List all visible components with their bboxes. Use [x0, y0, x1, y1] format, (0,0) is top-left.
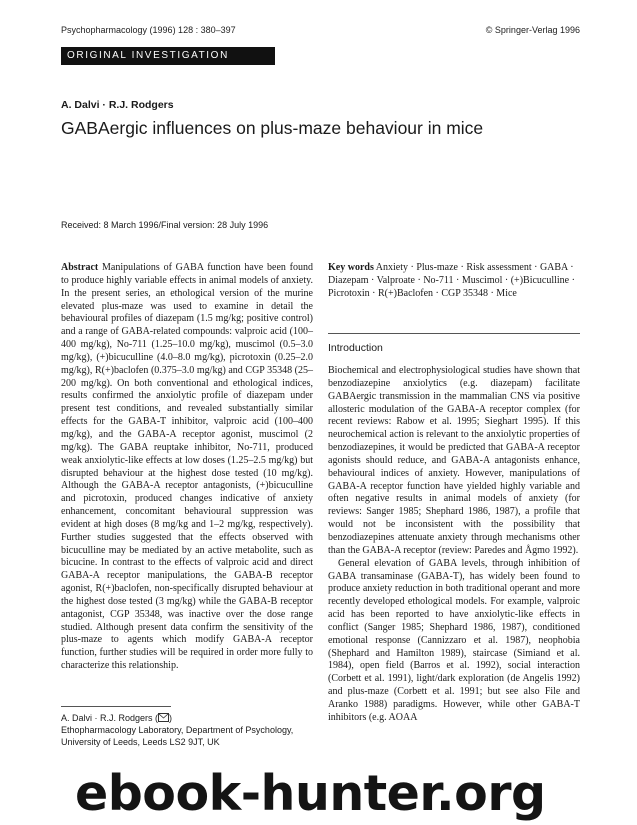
- copyright-notice: © Springer-Verlag 1996: [485, 25, 580, 35]
- intro-paragraph-2: General elevation of GABA levels, through inhibition of GABA transaminase (GABA-T), has widely been found to produce anxiety reduction in both traditional operant and more recently developed ethological models. For example, valproic acid has been reported to have anxiolytic-like effects in conflict (Sanger 1985; Shephard 1986, 1987), conditioned emotional response (Cannizzaro et al. 1987), neophobia (Shephard and Hamilton 1989), staircase (Simiand et al. 1984), open field (Barros et al. 1992), social interaction (Corbett et al. 1991), light/dark exploration (de Angelis 1992) and plus-maze (Corbett et al. 1991; but see also File and Aranko 1988) paradigms. However, while other GABA-T inhibitors (e.g. AOAA: [328, 557, 580, 723]
- section-label-bar: ORIGINAL INVESTIGATION: [61, 47, 275, 65]
- affiliation-line-1: Ethopharmacology Laboratory, Department of Psychology,: [61, 725, 294, 735]
- intro-paragraph-1: Biochemical and electrophysiological studies have shown that benzodiazepine anxiolytics (e.g. diazepam) facilitate GABAergic transmission in the mammalian CNS via positive allosteric modulation of the GABA-A receptor complex (for recent reviews: Rabow et al. 1995; Sieghart 1995). If this neurochemical action is relevant to the anxiolytic properties of benzodiazepines, it would be predicted that GABA-A receptor agonists should reduce, and GABA-A antagonists enhance, behavioural indices of anxiety. However, manipulations of GABA-A receptor function have yielded highly variable and often negative results in animal models of anxiety (for reviews: Sanger 1985; Shephard 1986, 1987), a profile that would not be inconsistent with the possibility that benzodiazepines attenuate anxiety through mechanisms other than the GABA-A receptor (review: Paredes and Ågmo 1992).: [328, 365, 580, 556]
- keywords-text: Anxiety · Plus-maze · Risk assessment · GABA · Diazepam · Valproate · No-711 · Muscimol · (+)Bicuculline · Picrotoxin · R(+)Baclofen · CGP 35348 · Mice: [328, 262, 575, 299]
- journal-citation: Psychopharmacology (1996) 128 : 380–397: [61, 25, 236, 35]
- introduction-heading: Introduction: [328, 342, 383, 354]
- introduction-body: [328, 365, 580, 725]
- watermark: ebook-hunter.org: [75, 765, 546, 822]
- author-affiliation: A. Dalvi · R.J. Rodgers ( ) Ethopharmacology Laboratory, Department of Psychology, University of Leeds, Leeds LS2 9JT, UK: [61, 713, 294, 747]
- keywords-divider: [328, 333, 580, 334]
- envelope-icon: [158, 713, 169, 722]
- correspondence-authors: A. Dalvi · R.J. Rodgers: [61, 713, 153, 723]
- received-dates: Received: 8 March 1996/Final version: 28 July 1996: [61, 220, 269, 230]
- author-list: A. Dalvi · R.J. Rodgers: [61, 99, 174, 111]
- abstract-section: [61, 262, 313, 673]
- keywords-section: [328, 262, 580, 301]
- footnote-divider: [61, 706, 171, 707]
- abstract-label: Abstract: [61, 262, 99, 273]
- affiliation-line-2: University of Leeds, Leeds LS2 9JT, UK: [61, 737, 220, 747]
- keywords-label: Key words: [328, 262, 374, 273]
- article-title: GABAergic influences on plus-maze behaviour in mice: [61, 118, 484, 138]
- abstract-text: Manipulations of GABA function have been found to produce highly variable effects in animal models of anxiety. In the present series, an ethological version of the murine elevated plus-maze was used to examine in detail the behavioural profiles of diazepam (1.5 mg/kg; positive control) and a range of GABA-related compounds: valproic acid (100–400 mg/kg), No-711 (1.25–10.0 mg/kg), muscimol (0.5–3.0 mg/kg), (+)bicuculline (4.0–8.0 mg/kg), picrotoxin (0.25–2.0 mg/kg), R(+)baclofen (0.375–3.0 mg/kg) and CGP 35348 (25–200 mg/kg). On both conventional and ethological indices, results confirmed the anxiolytic profile of diazepam under present test conditions, and revealed substantially similar effects for the GABA-T inhibitor, valproic acid (100–400 mg/kg), and the GABA-A receptor agonist, muscimol (2 mg/kg). The GABA reuptake inhibitor, No-711, produced weak anxiolytic-like effects at low doses (1.25–2.5 mg/kg) but disrupted behaviour at the highest dose tested (10 mg/kg). Although the GABA-A receptor antagonists, (+)bicuculline and picrotoxin, produced changes indicative of anxiety enhancement, concomitant behavioural suppression was evident at high doses (8 mg/kg and 1–2 mg/kg, respectively). Further studies suggested that the effects observed with bicuculline may be mediated by an active metabolite, such as bicucine. In contrast to the effects of valproic acid and direct GABA-A receptor manipulations, the GABA-B receptor agonist, R(+)baclofen, non-specifically disrupted behaviour at the highest dose tested (3 mg/kg) while the GABA-B receptor antagonist, CGP 35348, was inactive over the dose range studied. Although present data confirm the sensitivity of the plus-maze to agents which modify GABA-A receptor function, further studies will be required in order more fully to characterize this relationship.: [61, 262, 314, 672]
